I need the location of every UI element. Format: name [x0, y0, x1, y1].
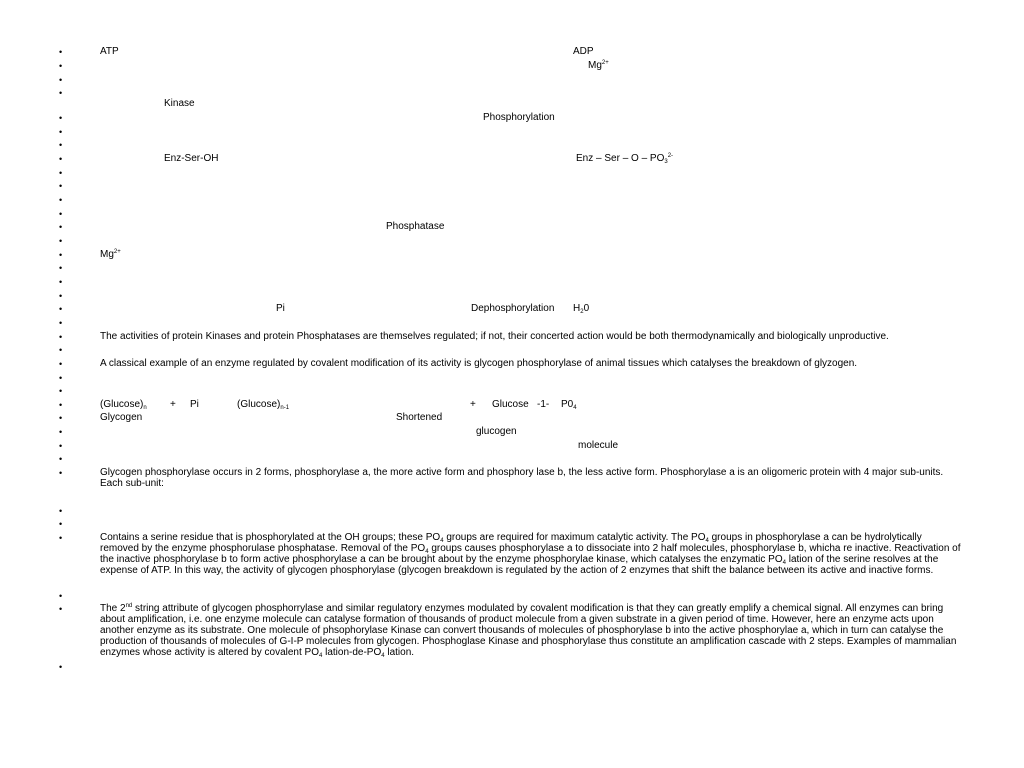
bullet: •	[59, 318, 63, 328]
shortened-label: Shortened	[396, 412, 443, 423]
bullet: •	[59, 332, 63, 342]
bullet: •	[59, 75, 63, 85]
bullet: •	[59, 127, 63, 137]
bullet: •	[59, 209, 63, 219]
bullet: •	[59, 222, 63, 232]
bullet: •	[59, 304, 63, 314]
bullet: •	[59, 427, 63, 437]
phosphatase-label: Phosphatase	[386, 221, 445, 232]
water-label: $H_20$	[573, 303, 590, 315]
bullet: •	[59, 113, 63, 123]
bullet: •	[59, 263, 63, 273]
paragraph-example: A classical example of an enzyme regulated by covalent modification of its activity is glycogen phosphorylase of animal tissues which catalyses the breakdown of glyzogen.	[100, 358, 858, 369]
bullet: •	[59, 373, 63, 383]
bullet: •	[59, 47, 63, 57]
paragraph-regulation: The activities of protein Kinases and protein Phosphatases are themselves regulated; if not, their concerted action would be both thermodynamically and biologically unproductive.	[100, 331, 889, 342]
phosphorylation-label: Phosphorylation	[483, 112, 555, 123]
bullet: •	[59, 250, 63, 260]
enz-ser-o-po3-label: Enz – Ser – O – $PO_3^{2-}$	[576, 153, 674, 165]
bullet: •	[59, 140, 63, 150]
bullet: •	[59, 604, 63, 614]
glucogen-label: glucogen	[476, 426, 517, 437]
bullet: •	[59, 506, 63, 516]
plus-sign: +	[170, 399, 176, 410]
dephosphorylation-label: Dephosphorylation	[471, 303, 555, 314]
mg-cofactor-top: $Mg^{2+}$	[588, 60, 609, 71]
paragraph-forms: Glycogen phosphorylase occurs in 2 forms, phosphorylase a, the more active form and phosphory lase b, the less active form. Phosphorylase a is an oligomeric protein with 4 major sub-units. Each sub-unit:	[100, 467, 944, 489]
bullet: •	[59, 181, 63, 191]
phosphate-label: $P0_4$	[561, 399, 577, 411]
bullet: •	[59, 400, 63, 410]
bullet: •	[59, 236, 63, 246]
bullet: •	[59, 277, 63, 287]
bullet: •	[59, 154, 63, 164]
molecule-label: molecule	[578, 440, 619, 451]
paragraph-amplification: The 2nd string attribute of glycogen phosphorrylase and similar regulatory enzymes modulated by covalent modification is that they can greatly emplify a chemical signal. All enzymes can bring about amplification, i.e. one enzyme molecule can catalyse formation of thousands of product molecule from a given substrate in a given period of time. However, here an enzyme acts upon another enzyme as its substrate. One molecule of phsophorylase Kinase can convert thousands of molecules of phosphorylase b into the active phosphorylae a, which in turn can catalyse the production of thousands of molecules of G-I-P molecules from glycogen. Phosphoglase Kinase and phosphorylase thus constitute an amplification cascade with 2 steps. Examples of mammalian enzymes whose activity is altered by covalent $PO_4$ lation-$de-PO_4$ lation.	[100, 603, 957, 659]
bullet: •	[59, 359, 63, 369]
atp-label: ATP	[100, 46, 119, 57]
paragraph-serine: Contains a serine residue that is phosphorylated at the OH groups; these $PO_4$ groups are required for maximum catalytic activity. The $PO_4$ groups in phosphorylase a can be hydrolytically removed by the enzyme phosphorulase phosphatase. Removal of the $PO_4$ groups causes phosphorylase a to dissociate into 2 half molecules, phosphorylase b, whicha re inactive. Reactivation of the inactive phosphorylase b to form active phosphorylase a can be brought about by the enzyme phosphorylae kinase, which catalyses the enzymatic $PO_4$ lation of the serine resolves at the expense of ATP. In this way, the activity of glycogen phosphorylase (glycogen breakdown is regulated by the action of 2 enzymes that shift the balance between its active and inactive forms.	[100, 532, 961, 576]
bullet: •	[59, 591, 63, 601]
glucose-n-minus-1: $(Glucose)_{n-1}$	[237, 399, 290, 411]
bullet: •	[59, 441, 63, 451]
bullet: •	[59, 195, 63, 205]
enz-ser-oh-label: Enz-Ser-OH	[164, 153, 219, 164]
bullet: •	[59, 662, 63, 672]
bullet: •	[59, 386, 63, 396]
glycogen-label: Glycogen	[100, 412, 143, 423]
bullet: •	[59, 291, 63, 301]
bullet: •	[59, 454, 63, 464]
glucose-n: $(Glucose)_n$	[100, 399, 147, 411]
bullet: •	[59, 61, 63, 71]
bullet: •	[59, 413, 63, 423]
bullet: •	[59, 345, 63, 355]
pi-reactant: Pi	[190, 399, 199, 410]
bullet: •	[59, 168, 63, 178]
kinase-label: Kinase	[164, 98, 195, 109]
bullet: •	[59, 88, 63, 98]
pi-label: Pi	[276, 303, 285, 314]
bullet: •	[59, 533, 63, 543]
glucose-1-label: Glucose -1-	[492, 399, 550, 410]
bullet: •	[59, 468, 63, 478]
plus-sign: +	[470, 399, 476, 410]
bullet: •	[59, 519, 63, 529]
mg-cofactor-left: $Mg^{2+}$	[100, 249, 121, 260]
adp-label: ADP	[573, 46, 594, 57]
